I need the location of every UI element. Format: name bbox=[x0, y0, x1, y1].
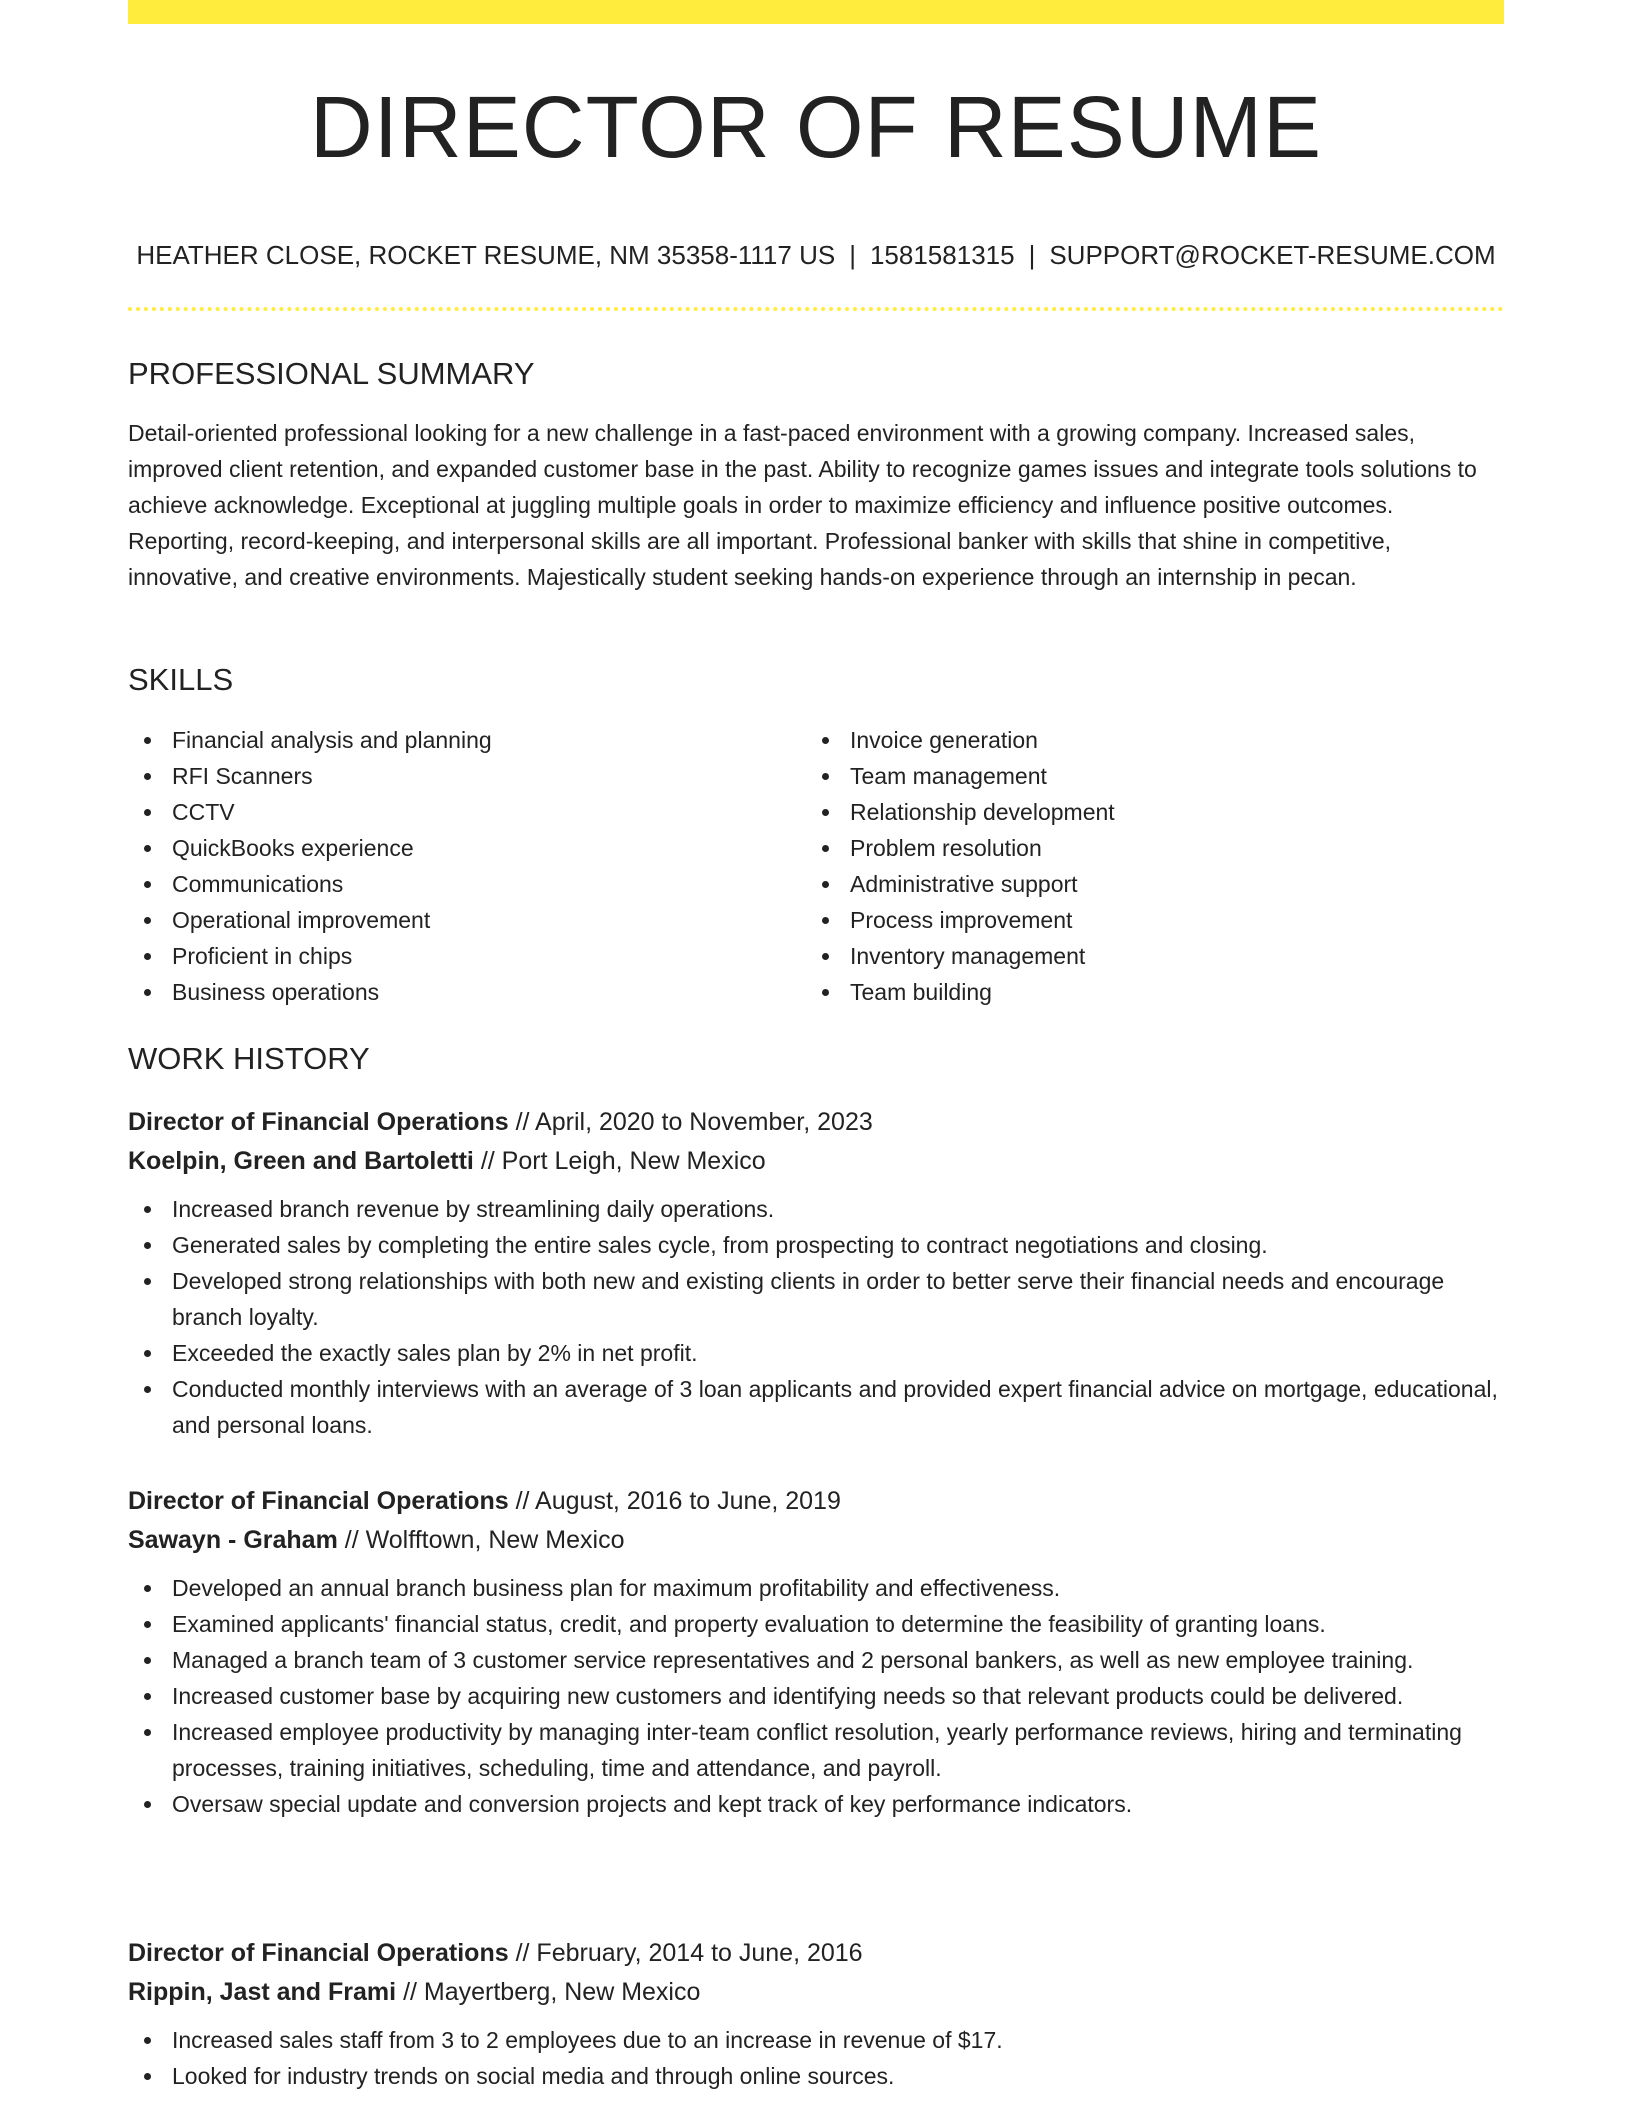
job-bullets bbox=[128, 2022, 1504, 2094]
summary-heading: PROFESSIONAL SUMMARY bbox=[128, 356, 535, 391]
job-role: Director of Financial Operations bbox=[128, 1939, 509, 1967]
job-company: Koelpin, Green and Bartoletti bbox=[128, 1147, 474, 1175]
skill-item: Team building bbox=[806, 974, 1466, 1010]
skill-item: Communications bbox=[128, 866, 788, 902]
skill-item: Proficient in chips bbox=[128, 938, 788, 974]
job-bullets bbox=[128, 1570, 1504, 1822]
job-location: // Port Leigh, New Mexico bbox=[480, 1147, 766, 1175]
skill-item: Administrative support bbox=[806, 866, 1466, 902]
contact-separator: | bbox=[1028, 240, 1036, 270]
job-role: Director of Financial Operations bbox=[128, 1108, 509, 1136]
job-role-line bbox=[128, 1103, 1504, 1142]
contact-separator: | bbox=[849, 240, 856, 270]
job-location: // Mayertberg, New Mexico bbox=[403, 1978, 701, 2006]
contact-phone: 1581581315 bbox=[869, 240, 1015, 270]
job-bullet: Increased branch revenue by streamlining daily operations. bbox=[128, 1191, 1504, 1227]
job-bullet: Oversaw special update and conversion projects and kept track of key performance indicators. bbox=[128, 1786, 1504, 1822]
resume-name: DIRECTOR OF RESUME bbox=[309, 79, 1323, 176]
contact-line bbox=[128, 238, 1504, 272]
job-location: // Wolfftown, New Mexico bbox=[344, 1526, 625, 1554]
dotted-divider bbox=[128, 307, 1504, 311]
job-entry bbox=[128, 1482, 1504, 1822]
job-bullet: Exceeded the exactly sales plan by 2% in net profit. bbox=[128, 1335, 1504, 1371]
accent-top-bar bbox=[128, 0, 1504, 24]
skill-item: Business operations bbox=[128, 974, 788, 1010]
job-company-line bbox=[128, 1142, 1504, 1181]
job-bullet: Conducted monthly interviews with an average of 3 loan applicants and provided expert financial advice on mortgage, educational, and personal loans. bbox=[128, 1371, 1504, 1443]
job-bullet: Examined applicants' financial status, credit, and property evaluation to determine the feasibility of granting loans. bbox=[128, 1606, 1504, 1642]
job-bullet: Increased employee productivity by managing inter-team conflict resolution, yearly performance reviews, hiring and terminating processes, training initiatives, scheduling, time and attendance, and payroll. bbox=[128, 1714, 1504, 1786]
skill-item: Relationship development bbox=[806, 794, 1466, 830]
job-entry bbox=[128, 1103, 1504, 1443]
skill-item: Inventory management bbox=[806, 938, 1466, 974]
skill-item: Team management bbox=[806, 758, 1466, 794]
job-bullet: Generated sales by completing the entire sales cycle, from prospecting to contract negotiations and closing. bbox=[128, 1227, 1504, 1263]
job-bullet: Increased sales staff from 3 to 2 employees due to an increase in revenue of $17. bbox=[128, 2022, 1504, 2058]
job-bullet: Looked for industry trends on social media and through online sources. bbox=[128, 2058, 1504, 2094]
skill-item: Operational improvement bbox=[128, 902, 788, 938]
job-bullet: Developed an annual branch business plan for maximum profitability and effectiveness. bbox=[128, 1570, 1504, 1606]
contact-email: SUPPORT@ROCKET-RESUME.COM bbox=[1049, 240, 1496, 270]
skills-list-left bbox=[128, 722, 788, 1010]
job-bullets bbox=[128, 1191, 1504, 1443]
job-dates: // February, 2014 to June, 2016 bbox=[515, 1939, 863, 1967]
summary-text: Detail-oriented professional looking for a new challenge in a fast-paced environment with a growing company. Increased sales, improved client retention, and expanded customer base in the past. Ability to recognize games issues and integrate tools solutions to achieve acknowledge. Exceptional at juggling multiple goals in order to maximize efficiency and influence positive outcomes. Reporting, record-keeping, and interpersonal skills are all important. Professional banker with skills that shine in competitive, innovative, and creative environments. Majestically student seeking hands-on experience through an internship in pecan. bbox=[128, 420, 1477, 590]
skill-item: Process improvement bbox=[806, 902, 1466, 938]
job-role-line bbox=[128, 1482, 1504, 1521]
job-bullet: Managed a branch team of 3 customer service representatives and 2 personal bankers, as well as new employee training. bbox=[128, 1642, 1504, 1678]
skills-list-right bbox=[806, 722, 1466, 1010]
job-entry bbox=[128, 1934, 1504, 2094]
skill-item: Invoice generation bbox=[806, 722, 1466, 758]
skill-item: RFI Scanners bbox=[128, 758, 788, 794]
job-company-line bbox=[128, 1521, 1504, 1560]
job-bullet: Developed strong relationships with both new and existing clients in order to better serve their financial needs and encourage branch loyalty. bbox=[128, 1263, 1504, 1335]
job-company: Sawayn - Graham bbox=[128, 1526, 338, 1554]
skills-heading: SKILLS bbox=[128, 662, 234, 697]
work-history-heading: WORK HISTORY bbox=[128, 1041, 370, 1076]
job-dates: // August, 2016 to June, 2019 bbox=[515, 1487, 841, 1515]
job-role: Director of Financial Operations bbox=[128, 1487, 509, 1515]
skill-item: Financial analysis and planning bbox=[128, 722, 788, 758]
job-dates: // April, 2020 to November, 2023 bbox=[515, 1108, 873, 1136]
job-role-line bbox=[128, 1934, 1504, 1973]
contact-address: HEATHER CLOSE, ROCKET RESUME, NM 35358-1117 US bbox=[136, 240, 836, 270]
job-company-line bbox=[128, 1973, 1504, 2012]
skill-item: Problem resolution bbox=[806, 830, 1466, 866]
job-company: Rippin, Jast and Frami bbox=[128, 1978, 397, 2006]
job-bullet: Increased customer base by acquiring new customers and identifying needs so that relevant products could be delivered. bbox=[128, 1678, 1504, 1714]
skill-item: CCTV bbox=[128, 794, 788, 830]
skill-item: QuickBooks experience bbox=[128, 830, 788, 866]
